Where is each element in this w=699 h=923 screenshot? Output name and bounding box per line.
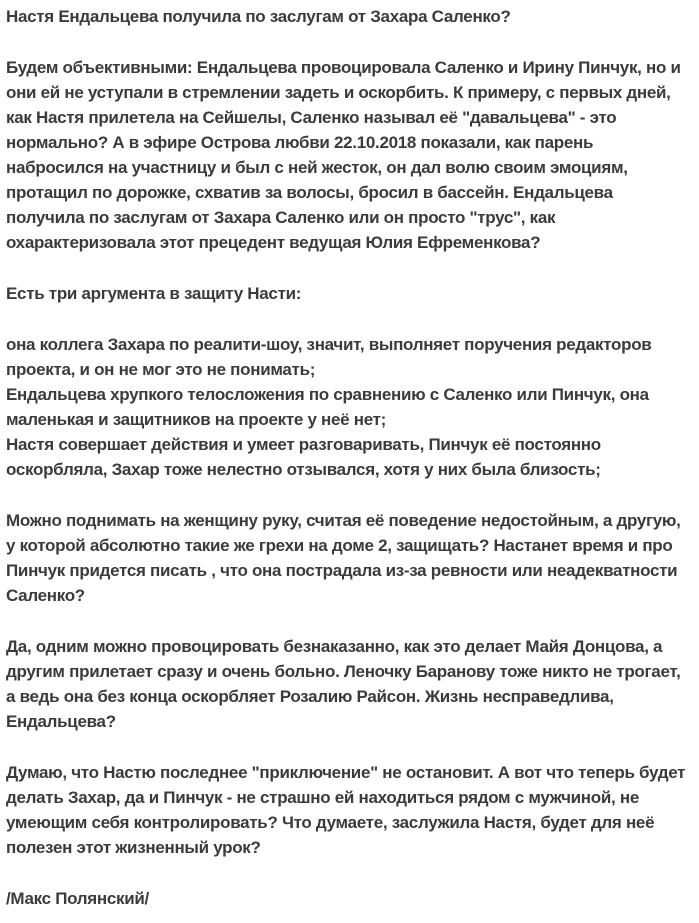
article-author: /Макс Полянский/ xyxy=(6,889,149,908)
argument-item-2: Ендальцева хрупкого телосложения по сравнению с Саленко или Пинчук, она маленькая и защитников на проекте у неё нет; xyxy=(6,385,649,429)
argument-item-1: она коллега Захара по реалити-шоу, значит, выполняет поручения редакторов проекта, и он не мог это не понимать; xyxy=(6,335,652,379)
argument-item-3: Настя совершает действия и умеет разговаривать, Пинчук её постоянно оскорбляла, Захар тоже нелестно отзывался, хотя у них была близость; xyxy=(6,435,601,479)
paragraph-arguments-intro: Есть три аргумента в защиту Насти: xyxy=(6,284,302,303)
paragraph-intro: Будем объективными: Ендальцева провоцировала Саленко и Ирину Пинчук, но и они ей не уступали в стремлении задеть и оскорбить. К примеру, с первых дней, как Настя прилетела на Сейшелы, Саленко называл её "давальцева" - это нормально? А в эфире Острова любви 22.10.2018 показали, как парень набросился на участницу и был с ней жесток, он дал волю своим эмоциям, протащил по дорожке, схватив за волосы, бросил в бассейн. Ендальцева получила по заслугам от Захара Саленко или он просто "трус", как охарактеризовала этот прецедент ведущая Юлия Ефременкова? xyxy=(6,58,681,252)
argument-list xyxy=(6,332,691,482)
paragraph-question: Можно поднимать на женщину руку, считая её поведение недостойным, а другую, у которой абсолютно такие же грехи на доме 2, защищать? Настанет время и про Пинчук придется писать , что она пострадала из-за ревности или неадекватности Саленко? xyxy=(6,511,681,605)
paragraph-conclusion: Думаю, что Настю последнее "приключение" не остановит. А вот что теперь будет делать Захар, да и Пинчук - не страшно ей находиться рядом с мужчиной, не умеющим себя контролировать? Что думаете, заслужила Настя, будет для неё полезен этот жизненный урок? xyxy=(6,763,686,857)
paragraph-comparison: Да, одним можно провоцировать безнаказанно, как это делает Майя Донцова, а другим прилетает сразу и очень больно. Леночку Баранову тоже никто не трогает, а ведь она без конца оскорбляет Розалию Райсон. Жизнь несправедлива, Ендальцева? xyxy=(6,637,681,731)
article-title: Настя Ендальцева получила по заслугам от Захара Саленко? xyxy=(6,7,511,26)
